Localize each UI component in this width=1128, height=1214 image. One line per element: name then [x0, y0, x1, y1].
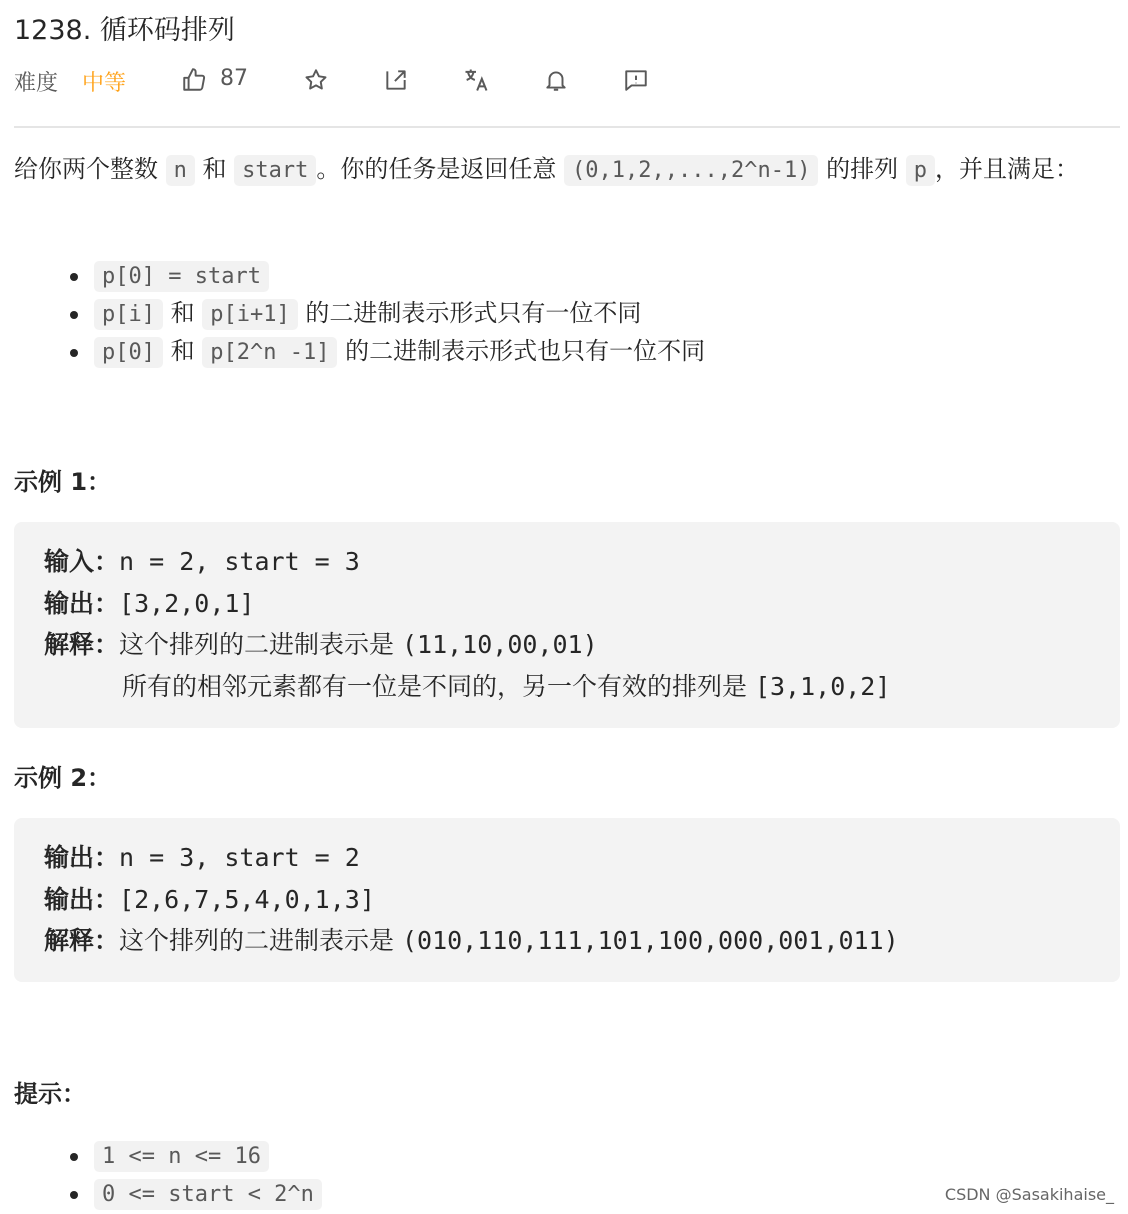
condition-code: p[0] = start — [94, 261, 269, 292]
hints-list — [14, 1136, 1014, 1212]
condition-code: p[i+1] — [202, 299, 297, 330]
explain-text: 所有的相邻元素都有一位是不同的，另一个有效的排列是 — [122, 672, 755, 701]
code-p: p — [906, 155, 935, 186]
star-icon[interactable] — [302, 66, 330, 94]
conditions-list — [14, 256, 1014, 370]
desc-text: ，并且满足： — [934, 155, 1079, 183]
problem-title: 1238. 循环码排列 — [14, 15, 235, 46]
bell-icon[interactable] — [542, 66, 570, 94]
condition-code: p[2^n -1] — [202, 337, 337, 368]
code-start: start — [234, 155, 316, 186]
watermark: CSDN @Sasakihaise_ — [944, 1185, 1114, 1204]
desc-text: 和 — [194, 155, 235, 183]
condition-code: p[i] — [94, 299, 163, 330]
example-1-explanation — [44, 625, 598, 665]
likes-count: 87 — [220, 66, 248, 91]
condition-code: p[0] — [94, 337, 163, 368]
input-value: n = 2, start = 3 — [119, 547, 360, 576]
explain-value: (11,10,00,01) — [401, 630, 598, 659]
explain-label: 解释： — [44, 630, 120, 659]
condition-text: 的二进制表示形式也只有一位不同 — [337, 337, 706, 365]
input-label: 输出： — [44, 843, 120, 872]
example-1-output — [44, 584, 254, 624]
difficulty-value: 中等 — [82, 71, 127, 96]
desc-text: 的排列 — [818, 155, 906, 183]
example-2-heading: 示例 2： — [14, 764, 112, 792]
hint-code: 1 <= n <= 16 — [94, 1141, 269, 1172]
hint-code: 0 <= start < 2^n — [94, 1179, 322, 1210]
input-label: 输入： — [44, 547, 120, 576]
example-2-output — [44, 880, 375, 920]
example-1-explanation-line2 — [122, 667, 890, 707]
thumbs-up-icon[interactable] — [180, 66, 208, 94]
list-item — [14, 332, 1014, 370]
list-item — [14, 256, 1014, 294]
example-2-explanation — [44, 921, 899, 961]
list-item — [14, 1136, 1014, 1174]
input-value: n = 3, start = 2 — [119, 843, 360, 872]
explain-text: 这个排列的二进制表示是 — [119, 630, 402, 659]
list-item — [14, 1174, 1014, 1212]
output-label: 输出： — [44, 885, 120, 914]
share-icon[interactable] — [382, 66, 410, 94]
list-item — [14, 294, 1014, 332]
desc-text: 。你的任务是返回任意 — [316, 155, 565, 183]
output-value: [2,6,7,5,4,0,1,3] — [119, 885, 375, 914]
condition-text: 和 — [162, 337, 203, 365]
example-2-block — [14, 818, 1120, 982]
example-1-block — [14, 522, 1120, 728]
desc-text: 给你两个整数 — [14, 155, 166, 183]
explain-value: (010,110,111,101,100,000,001,011) — [401, 926, 899, 955]
header-divider — [14, 126, 1120, 128]
code-n: n — [166, 155, 195, 186]
example-1-input — [44, 542, 360, 582]
feedback-icon[interactable] — [622, 66, 650, 94]
explain-value: [3,1,0,2] — [754, 672, 891, 701]
condition-text: 的二进制表示形式只有一位不同 — [297, 299, 642, 327]
explain-label: 解释： — [44, 926, 120, 955]
hints-heading: 提示： — [14, 1080, 86, 1108]
code-range: (0,1,2,,...,2^n-1) — [564, 155, 818, 186]
output-value: [3,2,0,1] — [119, 589, 255, 618]
problem-meta-bar — [14, 62, 714, 98]
example-1-heading: 示例 1： — [14, 468, 112, 496]
problem-description — [14, 150, 1120, 190]
example-2-input — [44, 838, 360, 878]
output-label: 输出： — [44, 589, 120, 618]
difficulty-label: 难度 — [14, 71, 59, 96]
condition-text: 和 — [162, 299, 203, 327]
translate-icon[interactable] — [462, 66, 490, 94]
explain-text: 这个排列的二进制表示是 — [119, 926, 402, 955]
